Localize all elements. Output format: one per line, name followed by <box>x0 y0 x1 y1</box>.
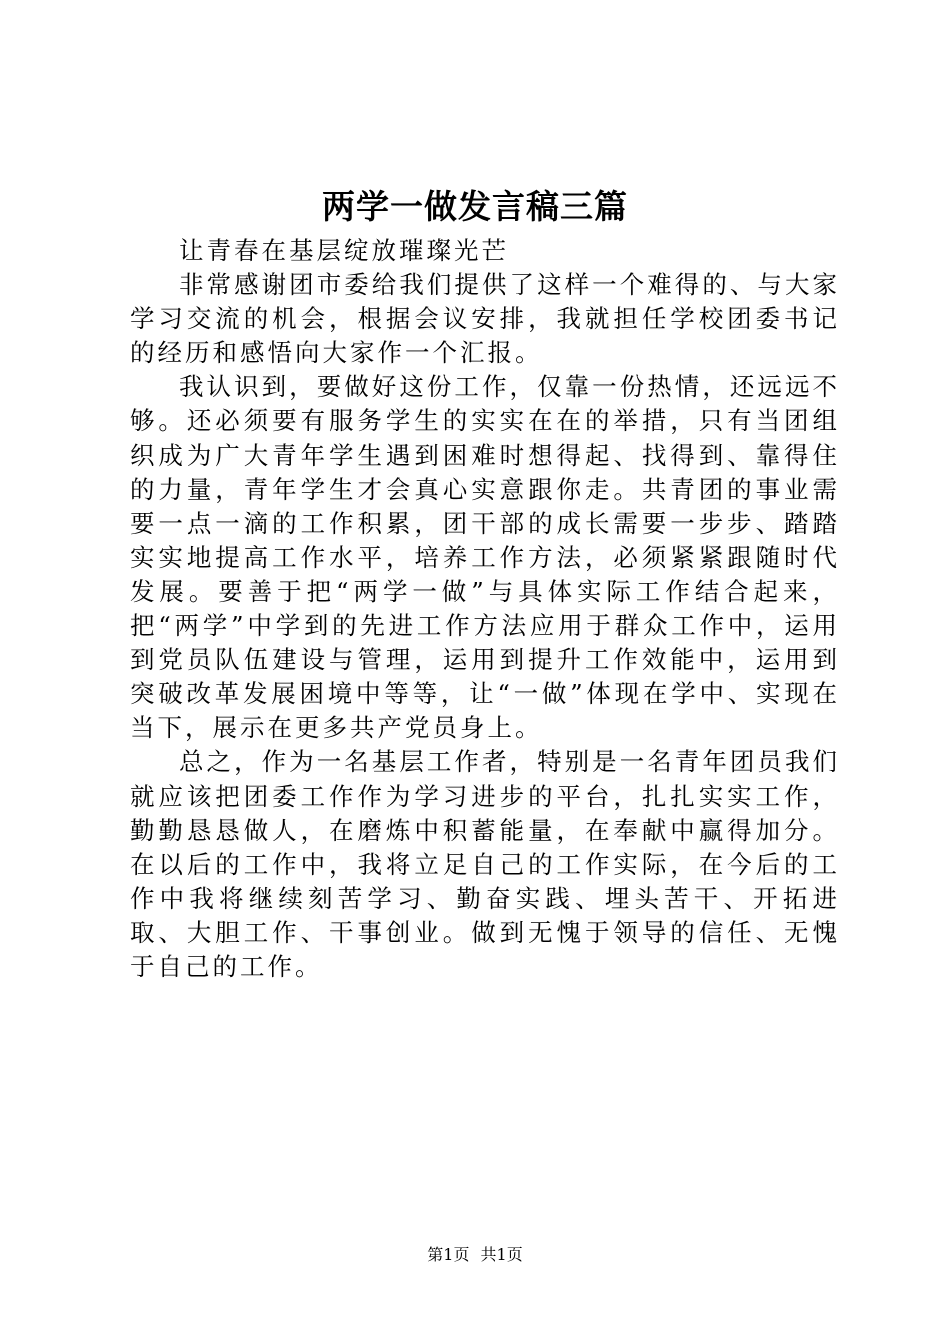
page-footer <box>0 1243 950 1267</box>
paragraph: 非常感谢团市委给我们提供了这样一个难得的、与大家学习交流的机会，根据会议安排，我就担任学校团委书记的经历和感悟向大家作一个汇报。 <box>130 270 840 368</box>
page-total: 共1页 <box>480 1245 523 1264</box>
paragraph: 总之，作为一名基层工作者，特别是一名青年团员我们就应该把团委工作作为学习进步的平台，扎扎实实工作，勤勤恳恳做人，在磨炼中积蓄能量，在奉献中赢得加分。在以后的工作中，我将立足自己的工作实际，在今后的工作中我将继续刻苦学习、勤奋实践、埋头苦干、开拓进取、大胆工作、干事创业。做到无愧于领导的信任、无愧于自己的工作。 <box>130 747 840 981</box>
document-title: 两学一做发言稿三篇 <box>322 187 628 226</box>
paragraph: 我认识到，要做好这份工作，仅靠一份热情，还远远不够。还必须要有服务学生的实实在在的举措，只有当团组织成为广大青年学生遇到困难时想得起、找得到、靠得住的力量，青年学生才会真心实意跟你走。共青团的事业需要一点一滴的工作积累，团干部的成长需要一步步、踏踏实实地提高工作水平，培养工作方法，必须紧紧跟随时代发展。要善于把“两学一做”与具体实际工作结合起来，把“两学”中学到的先进工作方法应用于群众工作中，运用到党员队伍建设与管理，运用到提升工作效能中，运用到突破改革发展困境中等等，让“一做”体现在学中、实现在当下，展示在更多共产党员身上。 <box>130 372 840 743</box>
page-number: 第1页 <box>427 1245 470 1264</box>
document-body <box>130 234 840 984</box>
document-subtitle: 让青春在基层绽放璀璨光芒 <box>179 236 509 265</box>
